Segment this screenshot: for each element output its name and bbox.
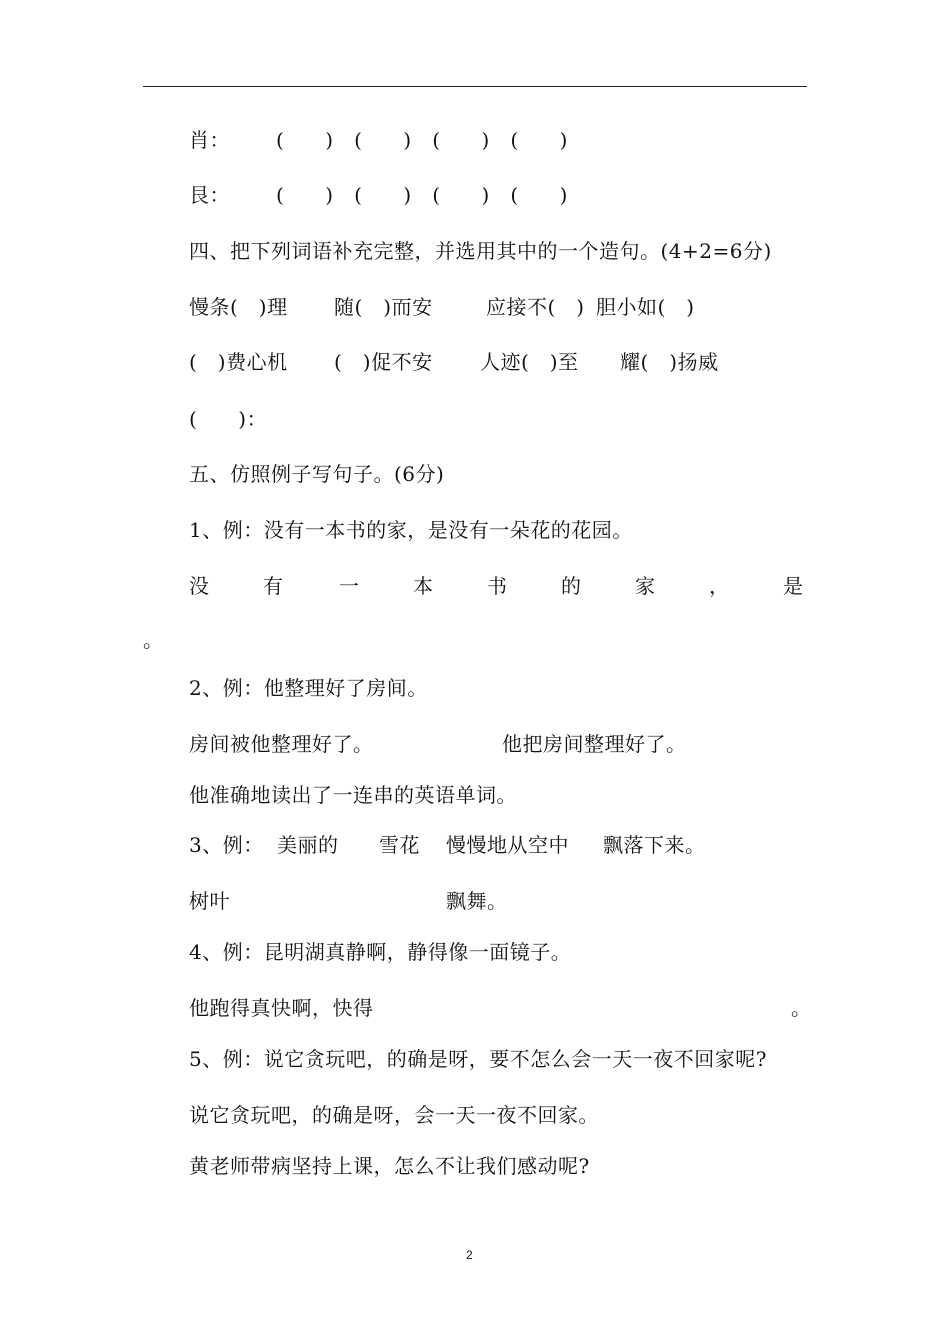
sentence-blank: ( )： xyxy=(189,407,268,431)
practice-end: 飘舞。 xyxy=(446,889,508,913)
example-5-answer: 说它贪玩吧，的确是呀，会一天一夜不回家。 xyxy=(189,1103,599,1127)
spaced-char: 是 xyxy=(783,574,804,598)
spaced-char: 家 xyxy=(635,574,656,598)
idiom-item: 胆小如( ) xyxy=(596,295,695,319)
spaced-char: 本 xyxy=(413,574,434,598)
spaced-char: 书 xyxy=(487,574,508,598)
char-label-xiao: 肖： xyxy=(189,128,230,152)
idiom-item: 随( )而安 xyxy=(334,295,433,319)
section-four-heading: 四、把下列词语补充完整，并选用其中的一个造句。(4+2=6分) xyxy=(189,239,772,263)
section-five-heading: 五、仿照例子写句子。(6分) xyxy=(189,462,445,486)
idiom-item: ( )促不安 xyxy=(334,350,433,374)
example-3-label: 3、例： xyxy=(189,833,264,857)
spaced-char: 一 xyxy=(339,574,360,598)
spaced-char: 没 xyxy=(189,574,210,598)
page-number: 2 xyxy=(466,1248,473,1262)
example-3-part: 飘落下来。 xyxy=(603,833,706,857)
ba-sentence: 他把房间整理好了。 xyxy=(502,732,687,756)
answer-blanks: ( ) ( ) ( ) ( ) xyxy=(276,128,568,152)
practice-end: 。 xyxy=(791,996,812,1020)
practice-sentence: 黄老师带病坚持上课，怎么不让我们感动呢? xyxy=(189,1154,590,1178)
example-3-part: 雪花 xyxy=(379,833,420,857)
char-label-gen: 艮： xyxy=(189,183,230,207)
practice-start: 树叶 xyxy=(189,889,230,913)
practice-sentence: 他准确地读出了一连串的英语单词。 xyxy=(189,783,517,807)
idiom-item: 人迹( )至 xyxy=(480,350,579,374)
spaced-char: ， xyxy=(709,574,730,598)
example-1: 1、例：没有一本书的家，是没有一朵花的花园。 xyxy=(189,518,633,542)
example-5: 5、例：说它贪玩吧，的确是呀，要不怎么会一天一夜不回家呢? xyxy=(189,1047,767,1071)
idiom-item: ( )费心机 xyxy=(189,350,288,374)
example-3-part: 慢慢地从空中 xyxy=(446,833,569,857)
example-2: 2、例：他整理好了房间。 xyxy=(189,676,428,700)
practice-start: 他跑得真快啊，快得 xyxy=(189,996,374,1020)
idiom-item: 应接不( ) xyxy=(486,295,585,319)
spaced-char: 的 xyxy=(561,574,582,598)
header-rule xyxy=(143,86,807,87)
example-4: 4、例：昆明湖真静啊，静得像一面镜子。 xyxy=(189,940,572,964)
idiom-item: 耀( )扬威 xyxy=(620,350,719,374)
trailing-period: 。 xyxy=(143,628,164,652)
answer-blanks: ( ) ( ) ( ) ( ) xyxy=(276,183,568,207)
idiom-item: 慢条( )理 xyxy=(189,295,288,319)
example-3-part: 美丽的 xyxy=(277,833,339,857)
passive-sentence: 房间被他整理好了。 xyxy=(189,732,374,756)
spaced-char: 有 xyxy=(263,574,284,598)
